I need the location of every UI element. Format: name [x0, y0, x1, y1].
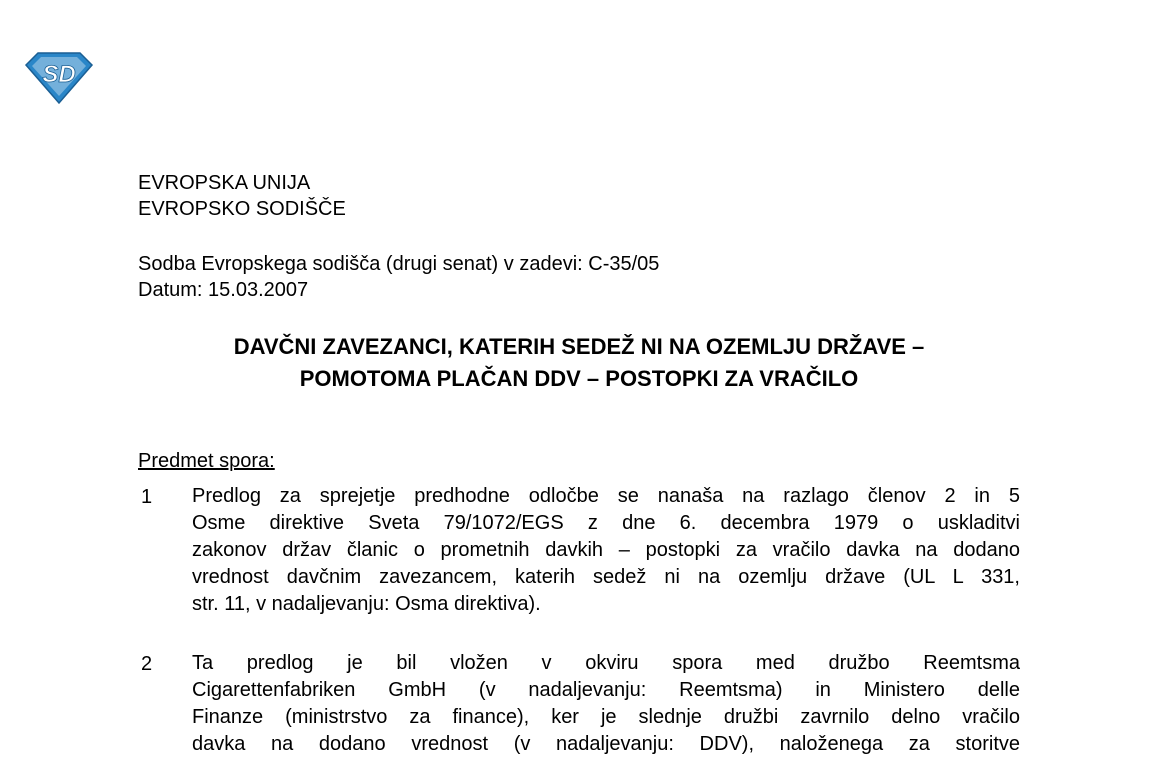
- paragraph-line: str. 11, v nadaljevanju: Osma direktiva).: [192, 593, 541, 615]
- paragraph-line: vrednost davčnim zavezancem, katerih sedež ni na ozemlju države (UL L 331,: [192, 566, 1020, 588]
- paragraph-number: 2: [141, 653, 153, 675]
- court-logo: [22, 49, 96, 105]
- shield-logo-icon: [22, 49, 96, 105]
- case-date: Datum: 15.03.2007: [138, 279, 309, 301]
- document-title-line-1: DAVČNI ZAVEZANCI, KATERIH SEDEŽ NI NA OZEMLJU DRŽAVE –: [233, 334, 925, 359]
- document-title-line-2: POMOTOMA PLAČAN DDV – POSTOPKI ZA VRAČILO: [299, 366, 859, 391]
- header-court: EVROPSKO SODIŠČE: [138, 198, 346, 220]
- paragraph-line: Finanze (ministrstvo za finance), ker je slednje družbi zavrnilo delno vračilo: [192, 706, 1020, 728]
- paragraph-text: [192, 483, 1020, 618]
- paragraph-line: davka na dodano vrednost (v nadaljevanju: DDV), naloženega za storitve: [192, 733, 1020, 755]
- paragraph-number: 1: [141, 486, 153, 508]
- paragraph-line: Osme direktive Sveta 79/1072/EGS z dne 6. decembra 1979 o uskladitvi: [192, 512, 1020, 534]
- section-heading: Predmet spora:: [138, 450, 275, 472]
- paragraph-line: Cigarettenfabriken GmbH (v nadaljevanju: Reemtsma) in Ministero delle: [192, 679, 1020, 701]
- paragraph-line: Ta predlog je bil vložen v okviru spora med družbo Reemtsma: [192, 652, 1020, 674]
- paragraph-line: zakonov držav članic o prometnih davkih – postopki za vračilo davka na dodano: [192, 539, 1020, 561]
- logo-text: SD: [42, 61, 76, 88]
- header-union: EVROPSKA UNIJA: [138, 172, 311, 194]
- paragraph-text: [192, 650, 1020, 758]
- paragraph-line: Predlog za sprejetje predhodne odločbe se nanaša na razlago členov 2 in 5: [192, 485, 1020, 507]
- case-reference: Sodba Evropskega sodišča (drugi senat) v zadevi: C-35/05: [138, 253, 660, 275]
